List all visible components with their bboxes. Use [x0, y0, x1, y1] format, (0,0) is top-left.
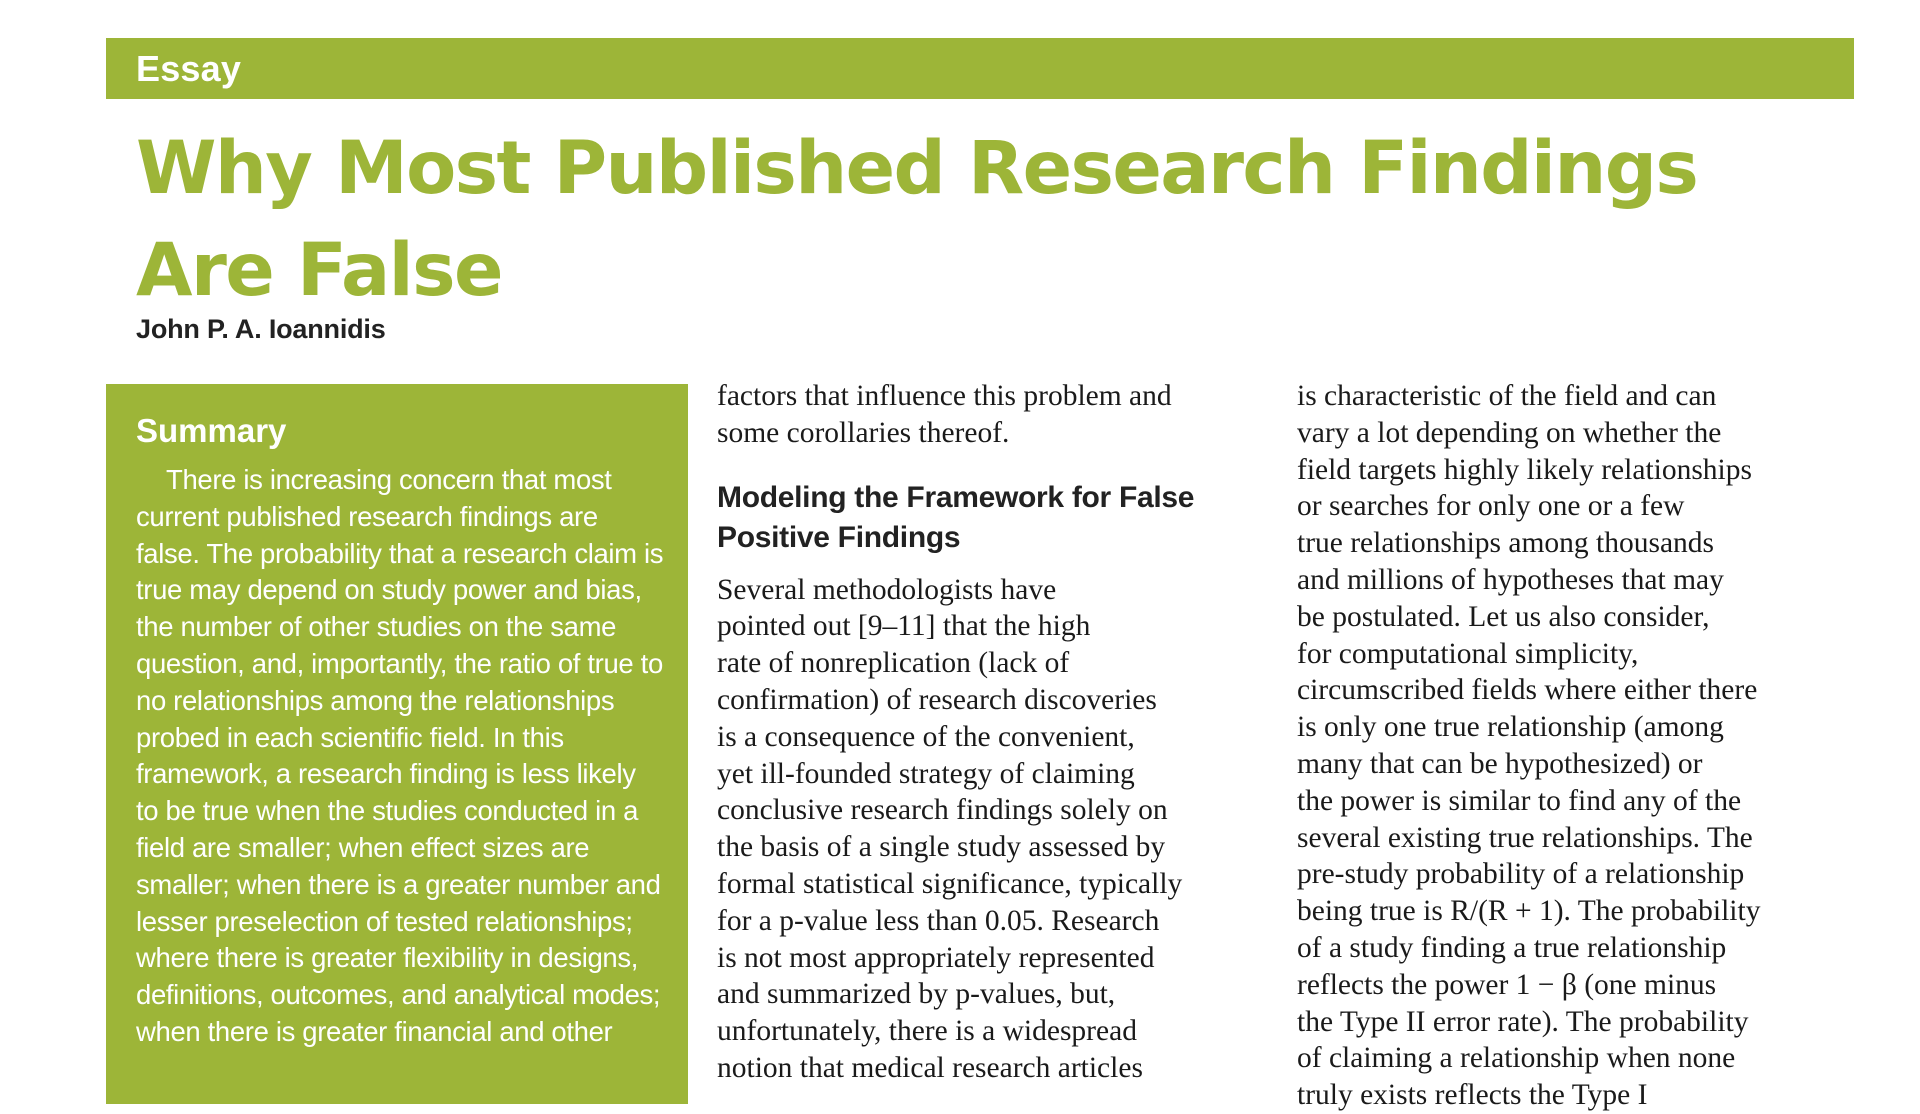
- text-line: Several methodologists have: [717, 573, 1057, 606]
- text-line: the Type II error rate). The probability: [1297, 1005, 1749, 1038]
- text-line: yet ill-founded strategy of claiming: [717, 757, 1135, 790]
- text-line: truly exists reflects the Type I: [1297, 1079, 1648, 1112]
- text-line: some corollaries thereof.: [717, 416, 1010, 449]
- text-line: of a study finding a true relationship: [1297, 931, 1727, 964]
- text-line: notion that medical research articles: [717, 1051, 1143, 1084]
- text-line: for computational simplicity,: [1297, 637, 1639, 670]
- text-line: and summarized by p-values, but,: [717, 978, 1116, 1011]
- text-line: the power is similar to find any of the: [1297, 784, 1742, 817]
- column-intro: [717, 378, 1237, 452]
- section-banner: [106, 38, 1854, 99]
- text-line: unfortunately, there is a widespread: [717, 1015, 1137, 1048]
- text-line: be postulated. Let us also consider,: [1297, 600, 1710, 633]
- summary-heading: Summary: [136, 412, 287, 449]
- text-line: circumscribed fields where either there: [1297, 674, 1758, 707]
- text-column-right: [1297, 378, 1842, 1114]
- text-line: and millions of hypotheses that may: [1297, 563, 1724, 596]
- text-line: is characteristic of the field and can: [1297, 380, 1717, 412]
- text-line: pointed out [9–11] that the high: [717, 610, 1091, 643]
- article-author: John P. A. Ioannidis: [136, 314, 386, 344]
- text-line: pre-study probability of a relationship: [1297, 858, 1745, 891]
- text-line: reflects the power 1 − β (one minus: [1297, 968, 1717, 1001]
- summary-text: There is increasing concern that most current published research findings are false. The probability that a research claim is true may depend on study power and bias, the number of other studies on the same question, and, importantly, the ratio of true to no relationships among the relationships probed in each scientific field. In this framework, a research finding is less likely to be true when the studies conducted in a field are smaller; when effect sizes are smaller; when there is a greater number and lesser preselection of tested relationships; where there is greater flexibility in designs, definitions, outcomes, and analytical modes; when there is greater financial and other: [136, 464, 664, 1047]
- text-line: is not most appropriately represented: [717, 941, 1155, 974]
- text-line: true relationships among thousands: [1297, 527, 1715, 560]
- text-line: rate of nonreplication (lack of: [717, 647, 1070, 680]
- text-column-middle: [717, 378, 1237, 1087]
- text-line: field targets highly likely relationships: [1297, 453, 1752, 486]
- text-line: conclusive research findings solely on: [717, 794, 1168, 827]
- text-line: is only one true relationship (among: [1297, 711, 1724, 744]
- text-line: confirmation) of research discoveries: [717, 683, 1157, 716]
- text-line: vary a lot depending on whether the: [1297, 416, 1722, 449]
- text-line: is a consequence of the convenient,: [717, 720, 1135, 753]
- text-line: the basis of a single study assessed by: [717, 831, 1166, 864]
- text-line: formal statistical significance, typically: [717, 867, 1183, 900]
- text-line: of claiming a relationship when none: [1297, 1042, 1736, 1075]
- article-title: Why Most Published Research Findings Are False: [136, 126, 1698, 313]
- text-line: many that can be hypothesized) or: [1297, 747, 1703, 780]
- text-line: being true is R/(R + 1). The probability: [1297, 895, 1761, 928]
- section-heading: Modeling the Framework for False Positive Findings: [717, 480, 1195, 554]
- text-line: factors that influence this problem and: [717, 380, 1172, 412]
- text-line: or searches for only one or a few: [1297, 490, 1685, 523]
- text-line: several existing true relationships. The: [1297, 821, 1753, 854]
- section-label: Essay: [136, 47, 242, 89]
- summary-box: [106, 384, 688, 1104]
- section-body: [717, 572, 1237, 1087]
- text-line: for a p-value less than 0.05. Research: [717, 904, 1160, 937]
